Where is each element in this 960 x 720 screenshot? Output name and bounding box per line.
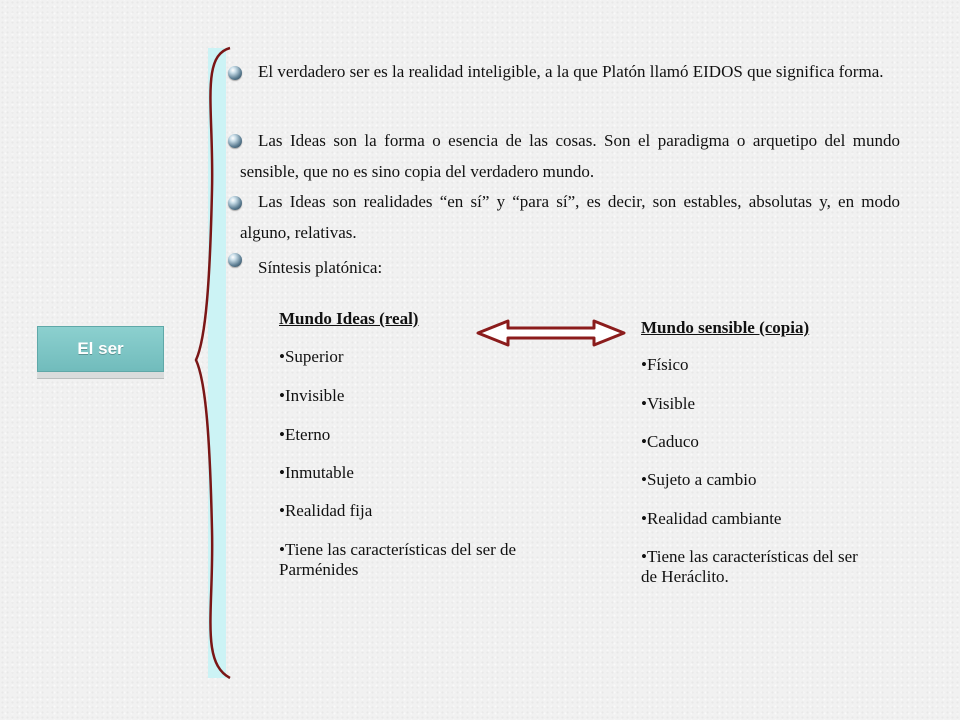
central-node-label: El ser	[77, 339, 124, 358]
list-item: •Superior	[279, 347, 344, 366]
central-node-el-ser	[37, 326, 164, 372]
list-item: •Visible	[641, 394, 696, 413]
list-item: •Tiene las características del ser de Parménides	[279, 540, 517, 579]
list-item: •Invisible	[279, 386, 345, 405]
list-item: •Realidad cambiante	[641, 509, 782, 528]
curly-brace	[196, 48, 230, 678]
list-item: •Caduco	[641, 432, 699, 451]
paragraph-eidos: El verdadero ser es la realidad inteligible, a la que Platón llamó EIDOS que significa forma.	[258, 62, 884, 81]
sensible-column	[641, 0, 866, 720]
list-item: •Inmutable	[279, 463, 354, 482]
list-item: •Sujeto a cambio	[641, 470, 757, 489]
ideas-column-title: Mundo Ideas (real)	[279, 309, 419, 328]
paragraph-en-si: Las Ideas son realidades “en sí” y “para sí”, es decir, son estables, absolutas y, en modo alguno, relativas.	[240, 192, 900, 242]
paragraph-forma: Las Ideas son la forma o esencia de las cosas. Son el paradigma o arquetipo del mundo sensible, que no es sino copia del verdadero mundo.	[240, 131, 900, 181]
list-item: •Eterno	[279, 425, 331, 444]
sensible-column-title: Mundo sensible (copia)	[641, 318, 810, 337]
ideas-column	[279, 0, 529, 720]
list-item: •Físico	[641, 355, 689, 374]
list-item: •Realidad fija	[279, 501, 373, 520]
list-item: •Tiene las características del ser de Heráclito.	[641, 547, 858, 586]
paragraph-sintesis: Síntesis platónica:	[258, 258, 383, 277]
